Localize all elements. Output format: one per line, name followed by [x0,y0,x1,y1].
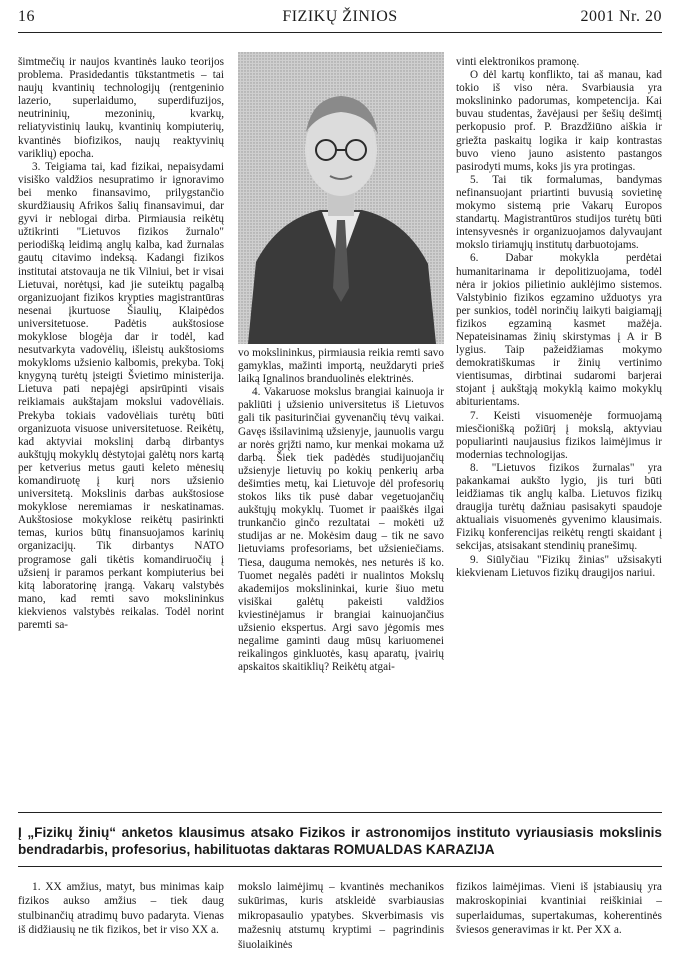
page-header [18,8,662,30]
left-column [18,56,224,632]
middle-column [238,347,444,674]
middle-paragraph: 4. Vakaruose mokslus brangiai kainuoja ir pakliūti į užsienio universitetus iš Lietuvos gali tik pasiturinčiai gyvenančių tėvų vaikai. Gavęs išsilavinimą užsienyje, jaunuolis vargu ar norės grįžti namo, kur menkai mokama už darbą. Šiek tiek padėdės studijuojančių užsienyje lietuvių po kokių penkerių arba dešimties metų, kai Lietuvoje dėl profesorių stokos liks tik pusė dabar vegetuojančių aukštųjų mokyklų. Tuomet ir paaiškės ilgai trunkančio ginčo rezultatai – mokėti už studijas ar ne. Mokėsim daug – tik ne savo lietuviams profesoriams, bet užsieniečiams. Tiesa, dauguma nemokės, nes neturės iš ko. Tuomet negalės padėti ir nualintos Mokslų akademijos mokslininkai, kurie šiuo metu visiškai galėtų pakeisti valdžios kviestinėjamus ir brangiai kainuojančius užsienio ekspertus. Argi savo jėgomis mes negalime gaminti daug mūsų kariuomenei reikalingos ginkluotės, kasų aparatų, įvairių apskaitos skaitiklių? Reikėtų atgai- [238,386,444,674]
bottom-column-2 [238,880,444,952]
banner-rule [18,866,662,867]
right-paragraph: vinti elektronikos pramonę. [456,56,580,68]
bottom-paragraph: 1. XX amžius, matyt, bus minimas kaip fizikos aukso amžius – tiek daug stulbinančių atradimų buvo padaryta. Vienas iš didžiausių ne tik fizikos, bet ir viso XX a. [18,881,224,937]
left-paragraph: 3. Teigiama tai, kad fizikai, nepaisydami visiško valdžios nesupratimo ir ignoravimo bei menko finansavimo, prilygstančio skurdžiausių Afrikos šalių finansavimui, dar gyvi ir neblogai dirba. Pirmiausia reikėtų užtikrinti "Lietuvos fizikos žurnalo" periodišką leidimą anglų kalba, kad žurnalas gautų citavimo indeksą. Kadangi fizikos institutai atstovauja ne tik Vilniui, bet ir visai Lietuvai, norėtųsi, kad jie suteiktų pagalbą organizuojant fizikos krypties magistrantūras nesenai įkurtuose Šiaulių, Klaipėdos universitetuose. Padėtis aukštosiose mokyklose blogėja dar ir todėl, kad nesutvarkyta vadovėlių, išleistų aukštosioms mokykloms užsienio kalbomis, prekyba. Tokį knygyną turėtų įsteigti Švietimo ministerija. Lietuva pati nepajėgi apsirūpinti visais reikiamais aukštajam mokslui vadovėliais. Prekyba tokiais vadovėliais turėtų būti organizuota visuose universitetuose. Reikėtų, kad aktyviai mokslinį darbą dirbantys aukštųjų mokyklų dėstytojai galėtų nors kartą per ketverius metus gauti keleto mėnesių komandiruotę į kurį nors užsienio universitetą. Mokslinis darbas aukštosiose mokyklose neremiamas ir neskatinamas. Aukštosiose mokyklose reikėtų pasirinkti temas, kurios būtų finansuojamos karinių organizacijų. Tik dirbantys NATO programose gali tikėtis komandiruočių į užsienį ir paramos perkant kompiuterius bei kitą laboratorinę įrangą. Vakarų valstybės mano, kad remti savo mokslininkus kiekvienos valstybės reikalas. Todėl norint paremti sa- [18,160,224,632]
issue-label: 2001 Nr. 20 [580,8,662,25]
page-number: 16 [18,8,35,25]
right-paragraph: 6. Dabar mokykla perdėtai humanitarinama ir depolitizuojama, todėl nėra ir jokios pilietinio auklėjimo sistemos. Valstybinio fizikos egzamino užduotys yra per sunkios, todėl norinčių laikyti baigiamąjį fizikos egzaminą kasmet mažėja. Nepateisinamas žinių skirstymas į A ir B lygius. Taip pažeidžiamas mokymo demokratiškumas ir žinių vertinimo vientisumas, dirbtinai sudaromi barjerai stojant į aukštąją mokyklą kaimo mokyklų abiturientams. [456,252,662,409]
bottom-column-3 [456,880,662,938]
bottom-paragraph: mokslo laimėjimų – kvantinės mechanikos sukūrimas, kuris atskleidė svarbiausias mikropasaulio ypatybes. Skverbimasis vis mažesnių atstumų kryptimi – pagrindinis šiuolaikinės [238,881,444,951]
middle-paragraph: vo mokslininkus, pirmiausia reikia remti savo gamyklas, mažinti importą, neuždaryti prieš laiką Ignalinos branduolinės elektrinės. [238,347,444,386]
right-paragraph: 5. Tai tik formalumas, bandymas nefinansuojant priartinti buvusią sovietinę mokymo sistemą prie Vakarų Europos standartų. Magistrantūros studijos turėtų būti intensyvesnės ir organizuojamos dalyvaujant mokslo tiriamųjų institutų darbuotojams. [456,173,662,252]
portrait-photo [238,52,444,344]
bottom-paragraph: fizikos laimėjimas. Vieni iš įstabiausių yra makroskopiniai kvantiniai reiškiniai – superlaidumas, supertakumas, koherentinės šviesos generavimas ir kt. Per XX a. [456,881,662,937]
right-paragraph: 7. Keisti visuomenėje formuojamą miesčionišką požiūrį į mokslą, aktyviau populiarinti naujausius fizikos laimėjimus ir modernias technologijas. [456,409,662,461]
right-column [456,56,662,580]
right-paragraph: 9. Siūlyčiau "Fizikų žinias" užsisakyti kiekvienam Lietuvos fizikų draugijos nariui. [456,553,662,579]
portrait-image [238,52,444,344]
left-paragraph: šimtmečių ir naujos kvantinės lauko teorijos problema. Prasidedantis tūkstantmetis – tai naujų kvantinių technologijų (rentgeninio lazerio, superlaidumo, superdifuzijos, neutrininių, mezoninių, kvarkų, reliatyvistinių laukų, kvantinių kompiuterių, kvantinės biofizikos, naujų reaktyvinių variklių) epocha. [18,56,224,160]
right-paragraph: 8. "Lietuvos fizikos žurnalas" yra pakankamai aukšto lygio, jis turi būti leidžiamas tik anglų kalba. Lietuvos fizikų draugija turėtų dažniau pasisakyti spaudoje aktualiais visuomenės gyvenimo klausimais. Fizikų konferencijas reikėtų rengti skaidant į sekcijas, atsisakant stendinių pranešimų. [456,461,662,553]
journal-title: FIZIKŲ ŽINIOS [282,8,398,25]
bottom-column-1 [18,880,224,938]
interview-heading: Į „Fizikų žinių“ anketos klausimus atsako Fizikos ir astronomijos instituto vyriausiasis mokslinis bendradarbis, profesorius, habilituotas daktaras ROMUALDAS KARAZIJA [18,825,662,857]
header-rule [18,32,662,33]
right-paragraph: O dėl kartų konflikto, tai aš manau, kad tokio iš viso nėra. Svarbiausia yra mokslininko padorumas, kompetencija. Kai buvau studentas, žavėjausi per šešių dešimtį perkopusio prof. P. Brazdžiūno aiškia ir griežta paskaitų logika ir kaip kontrastas buvo vieno jauno asistento pastangos pasirodyti mums, koks jis yra protingas. [456,69,662,173]
section-rule [18,812,662,813]
